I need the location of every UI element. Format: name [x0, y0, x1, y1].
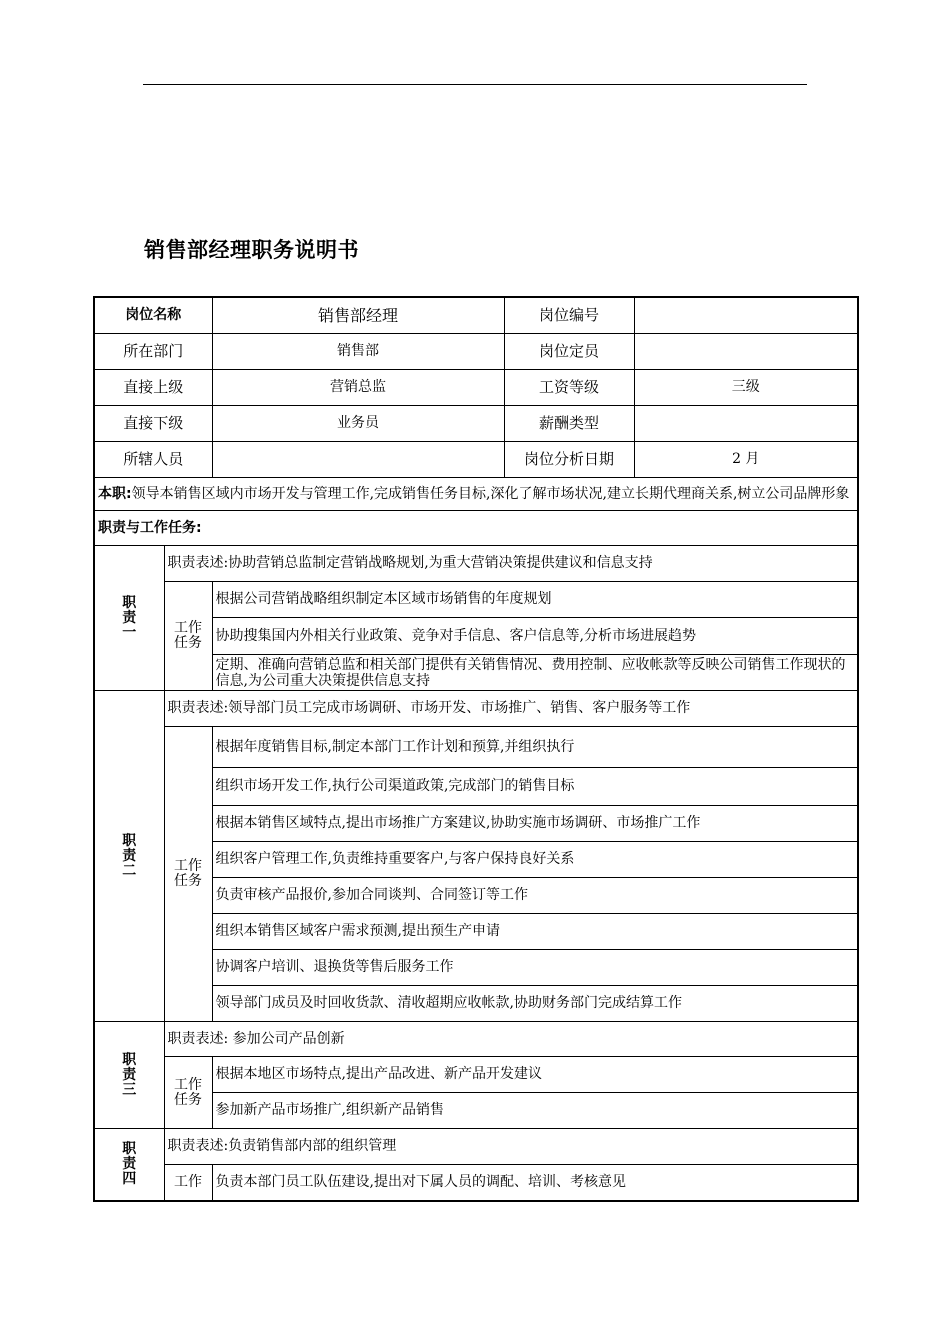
- task-item: 参加新产品市场推广,组织新产品销售: [212, 1093, 858, 1129]
- label-headcount: 岗位定员: [504, 334, 634, 370]
- label-pay-type: 薪酬类型: [504, 406, 634, 442]
- value-supervisor: 营销总监: [212, 370, 504, 406]
- label-position-name: 岗位名称: [94, 297, 212, 334]
- value-staff-count: [212, 442, 504, 478]
- duties-header: 职责与工作任务:: [94, 511, 858, 546]
- duty-2-statement-row: [94, 691, 858, 727]
- duty-2-task-label: 工作 任务: [164, 727, 212, 1022]
- header-rule: [143, 84, 807, 85]
- job-summary: [94, 478, 858, 511]
- value-position-name: 销售部经理: [212, 297, 504, 334]
- task-item: 领导部门成员及时回收货款、清收超期应收帐款,协助财务部门完成结算工作: [212, 986, 858, 1022]
- label-subordinates: 直接下级: [94, 406, 212, 442]
- value-pay-type: [634, 406, 858, 442]
- duty-3-statement-row: [94, 1022, 858, 1057]
- duty-2-statement: 职责表述:领导部门员工完成市场调研、市场开发、市场推广、销售、客户服务等工作: [164, 691, 858, 727]
- info-row: [94, 370, 858, 406]
- label-analysis-date: 岗位分析日期: [504, 442, 634, 478]
- label-staff-count: 所辖人员: [94, 442, 212, 478]
- label-department: 所在部门: [94, 334, 212, 370]
- task-item: 组织本销售区域客户需求预测,提出预生产申请: [212, 914, 858, 950]
- duty-4-statement: 职责表述:负责销售部内部的组织管理: [164, 1129, 858, 1165]
- value-department: 销售部: [212, 334, 504, 370]
- summary-separator: :: [126, 485, 132, 502]
- task-row: [94, 1057, 858, 1093]
- task-item: 根据本销售区域特点,提出市场推广方案建议,协助实施市场调研、市场推广工作: [212, 806, 858, 842]
- task-item: 组织客户管理工作,负责维持重要客户,与客户保持良好关系: [212, 842, 858, 878]
- duty-1-statement-row: [94, 546, 858, 582]
- value-analysis-date: 2 月: [634, 442, 858, 478]
- duty-1-statement: 职责表述:协助营销总监制定营销战略规划,为重大营销决策提供建议和信息支持: [164, 546, 858, 582]
- task-item: 定期、准确向营销总监和相关部门提供有关销售情况、费用控制、应收帐款等反映公司销售工作现状的信息,为公司重大决策提供信息支持: [212, 655, 858, 691]
- value-position-code: [634, 297, 858, 334]
- duty-3-label: 职 责 三: [94, 1022, 164, 1129]
- task-item: 负责审核产品报价,参加合同谈判、合同签订等工作: [212, 878, 858, 914]
- task-item: 协调客户培训、退换货等售后服务工作: [212, 950, 858, 986]
- duty-4-label: 职 责 四: [94, 1129, 164, 1202]
- label-salary-grade: 工资等级: [504, 370, 634, 406]
- job-description-table: [93, 296, 859, 1202]
- task-item: 根据年度销售目标,制定本部门工作计划和预算,并组织执行: [212, 727, 858, 768]
- info-row: [94, 442, 858, 478]
- duties-header-row: [94, 511, 858, 546]
- duty-1-label: 职 责 一: [94, 546, 164, 691]
- duty-1-task-label: 工作 任务: [164, 582, 212, 691]
- duty-2-label: 职 责 二: [94, 691, 164, 1022]
- summary-row: [94, 478, 858, 511]
- label-supervisor: 直接上级: [94, 370, 212, 406]
- label-position-code: 岗位编号: [504, 297, 634, 334]
- document-title: 销售部经理职务说明书: [144, 238, 359, 262]
- task-row: [94, 1165, 858, 1202]
- summary-text: 领导本销售区域内市场开发与管理工作,完成销售任务目标,深化了解市场状况,建立长期代理商关系,树立公司品牌形象: [131, 485, 850, 502]
- task-item: 根据公司营销战略组织制定本区域市场销售的年度规划: [212, 582, 858, 618]
- summary-label: 本职: [98, 485, 126, 502]
- task-item: 组织市场开发工作,执行公司渠道政策,完成部门的销售目标: [212, 768, 858, 806]
- task-item: 协助搜集国内外相关行业政策、竞争对手信息、客户信息等,分析市场进展趋势: [212, 618, 858, 655]
- value-headcount: [634, 334, 858, 370]
- duty-3-task-label: 工作 任务: [164, 1057, 212, 1129]
- info-row: [94, 334, 858, 370]
- task-row: [94, 727, 858, 768]
- info-row: [94, 297, 858, 334]
- task-item: 根据本地区市场特点,提出产品改进、新产品开发建议: [212, 1057, 858, 1093]
- value-subordinates: 业务员: [212, 406, 504, 442]
- duty-3-statement: 职责表述: 参加公司产品创新: [164, 1022, 858, 1057]
- duty-4-statement-row: [94, 1129, 858, 1165]
- task-row: [94, 582, 858, 618]
- task-item: 负责本部门员工队伍建设,提出对下属人员的调配、培训、考核意见: [212, 1165, 858, 1202]
- info-row: [94, 406, 858, 442]
- duty-4-task-label: 工作: [164, 1165, 212, 1202]
- value-salary-grade: 三级: [634, 370, 858, 406]
